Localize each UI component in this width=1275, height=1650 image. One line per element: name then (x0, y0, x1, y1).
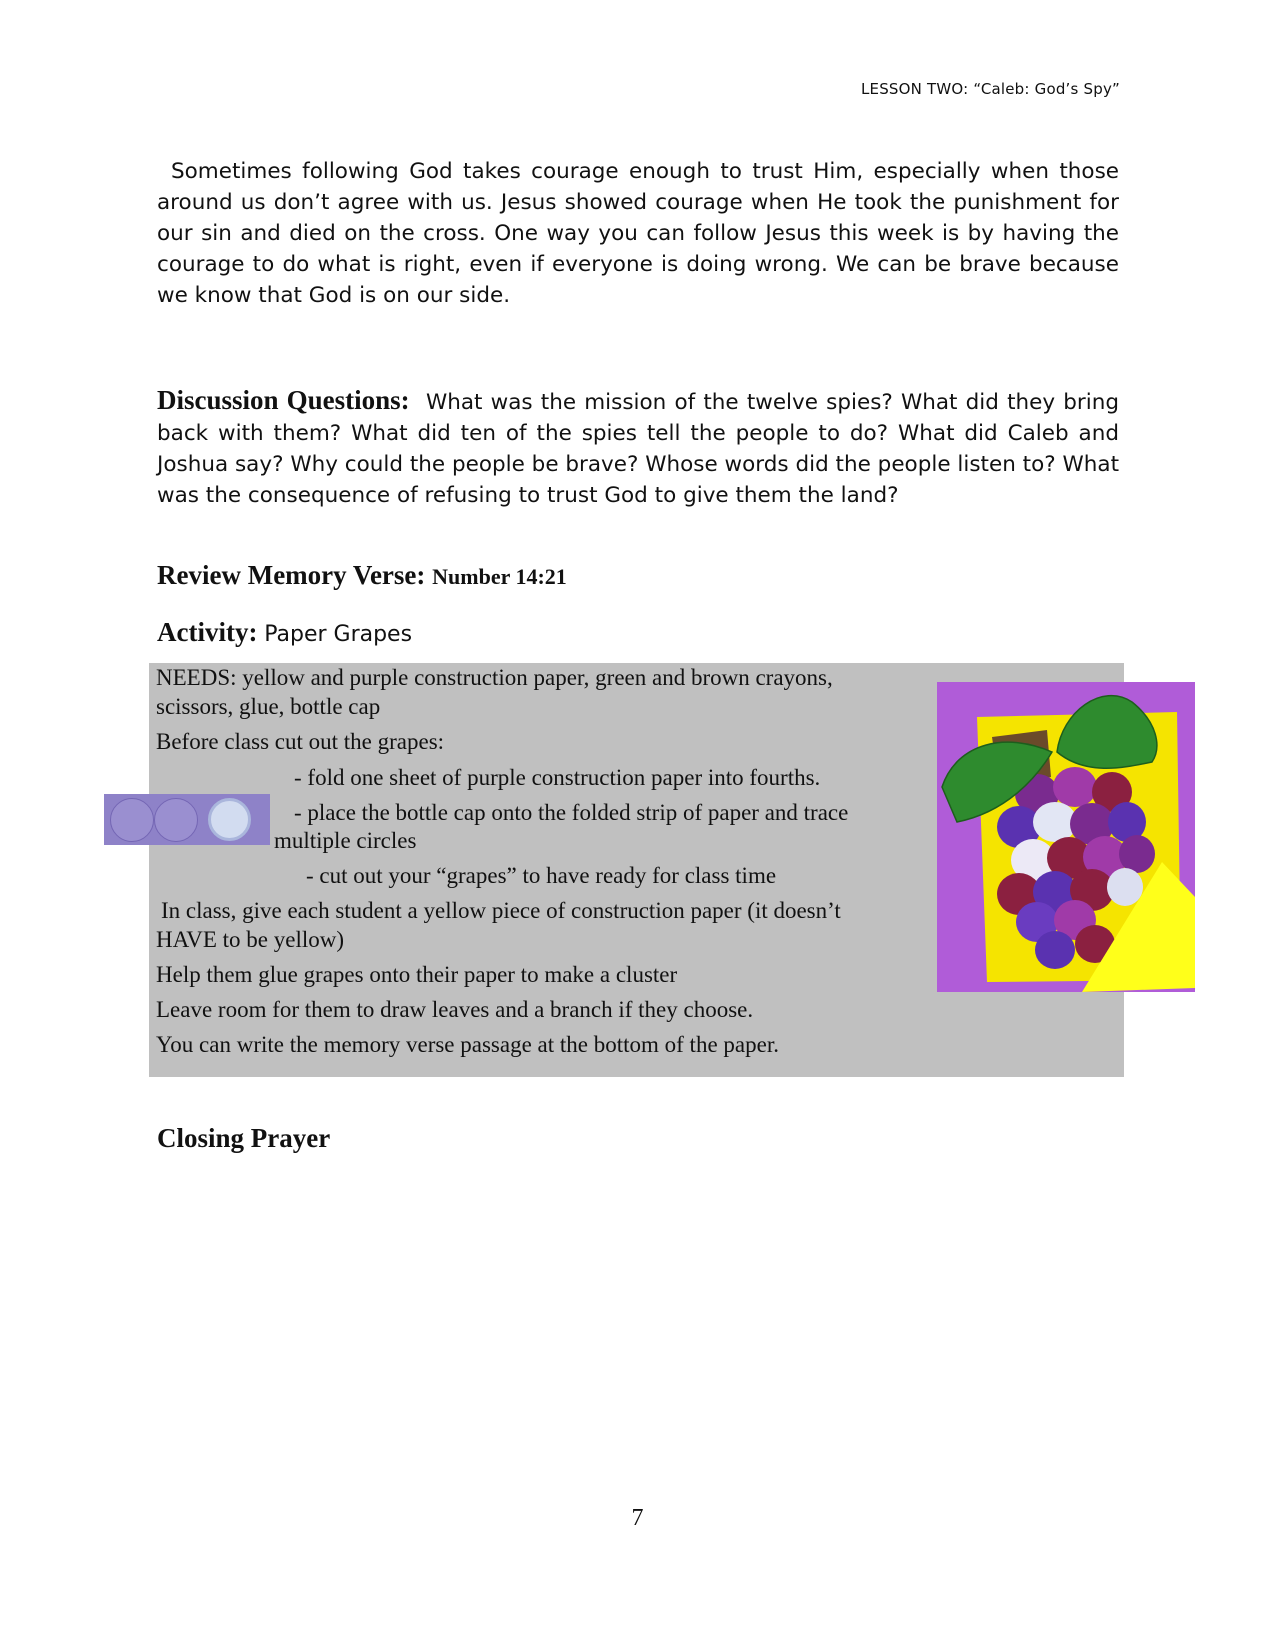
needs-line-2: scissors, glue, bottle cap (156, 694, 381, 719)
before-class-line: Before class cut out the grapes: (156, 729, 445, 754)
activity-heading (157, 617, 412, 648)
traced-circle (110, 798, 154, 842)
running-header: LESSON TWO: “Caleb: God’s Spy” (860, 80, 1120, 98)
needs-line-1: NEEDS: yellow and purple construction paper, green and brown crayons, (156, 665, 833, 690)
step-trace-line-2: multiple circles (274, 828, 417, 853)
verse-note-line: You can write the memory verse passage at the bottom of the paper. (156, 1032, 779, 1057)
glue-line: Help them glue grapes onto their paper to make a cluster (156, 962, 678, 987)
activity-title: Paper Grapes (264, 622, 413, 647)
discussion-label: Discussion Questions: (157, 385, 410, 415)
discussion-text: What was the mission of the twelve spies? What did they bring back with them? What did ten of the spies tell the people to do? What did Caleb and Joshua say? Why could the people be brave? Whose words did the people listen to? What was the consequence of refusing to trust God to give them the land? (157, 390, 1119, 508)
step-trace-line-1: - place the bottle cap onto the folded strip of paper and trace (294, 800, 849, 825)
intro-paragraph-text: Sometimes following God takes courage enough to trust Him, especially when those around us don’t agree with us. Jesus showed courage when He took the punishment for our sin and died on the cross. One way you can follow Jesus this week is by having the courage to do what is right, even if everyone is doing wrong. We can be brave because we know that God is on our side. (157, 159, 1119, 308)
intro-paragraph (157, 156, 1119, 311)
memory-verse-heading (157, 560, 567, 591)
step-fold: - fold one sheet of purple construction paper into fourths. (294, 765, 821, 790)
memory-verse-reference: Number 14:21 (432, 564, 567, 589)
in-class-line-2: HAVE to be yellow) (156, 927, 345, 952)
step-cut: - cut out your “grapes” to have ready for class time (306, 863, 777, 888)
bottle-cap (208, 798, 251, 841)
activity-label: Activity: (157, 617, 258, 647)
closing-prayer-heading: Closing Prayer (157, 1123, 331, 1153)
leaves-line: Leave room for them to draw leaves and a branch if they choose. (156, 997, 754, 1022)
memory-verse-label: Review Memory Verse: (157, 560, 426, 590)
paper-grapes-photo (937, 682, 1195, 992)
discussion-questions (157, 385, 1119, 511)
page-number: 7 (631, 1505, 644, 1531)
in-class-line-1: In class, give each student a yellow piece of construction paper (it doesn’t (161, 898, 841, 923)
traced-strip-image (104, 794, 270, 845)
traced-circle (154, 798, 198, 842)
